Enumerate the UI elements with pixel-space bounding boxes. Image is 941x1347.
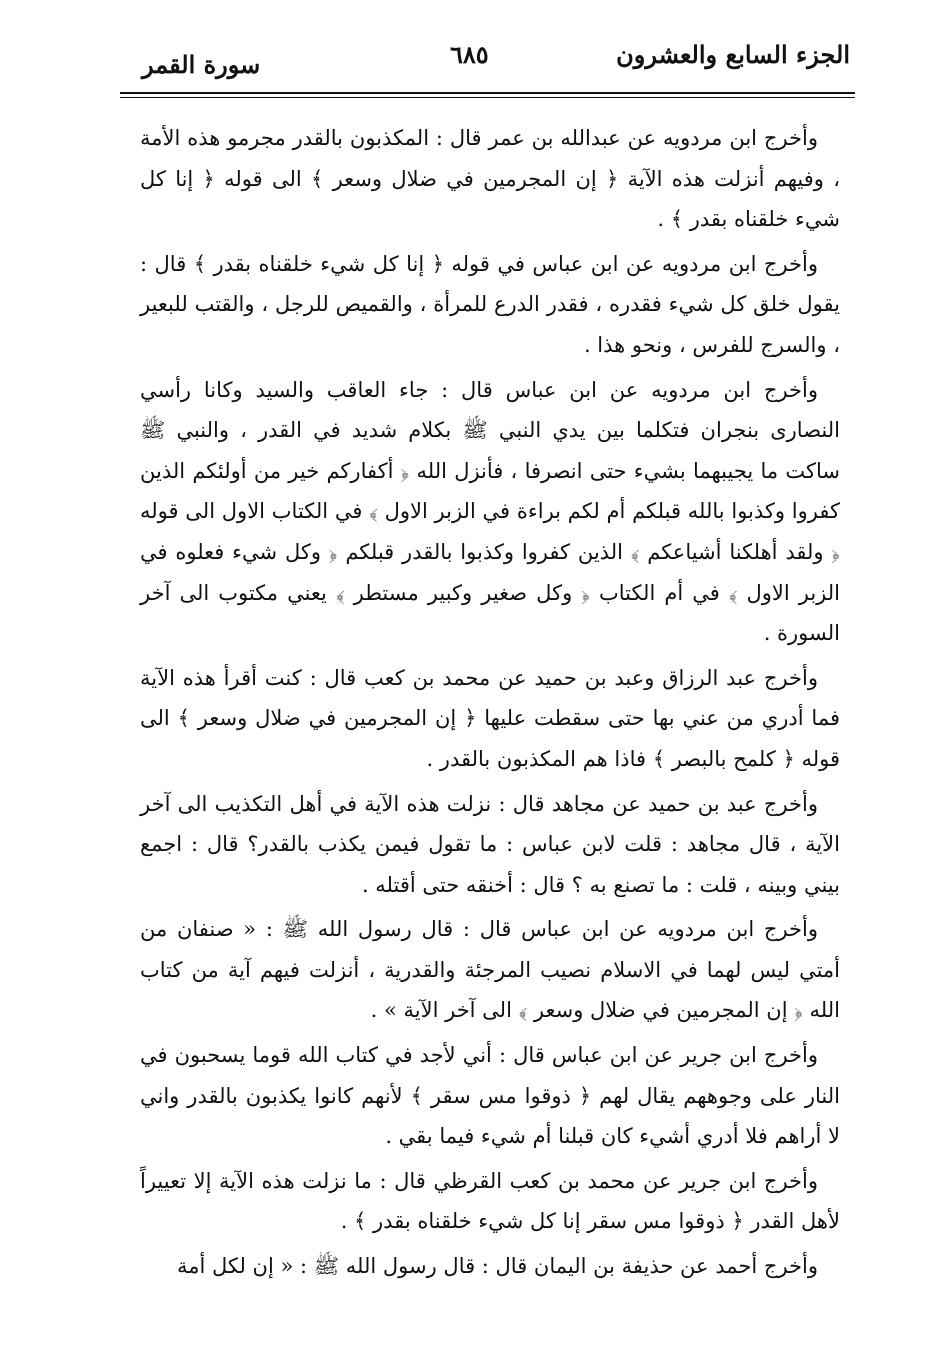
header-rule-thin bbox=[120, 97, 855, 98]
surah-title: سورة القمر bbox=[142, 50, 261, 79]
paragraph-5: وأخرج عبد بن حميد عن مجاهد قال : نزلت هذه الآية في أهل التكذيب الى آخر الآية ، قال مجاهد : قلت لابن عباس : ما تقول فيمن يكذب بالقدر؟ قال : اجمع بيني وبينه ، قلت : ما تصنع به ؟ قال : أخنقه حتى أقتله . bbox=[140, 791, 840, 897]
paragraph-9: وأخرج أحمد عن حذيفة بن اليمان قال : قال رسول الله ﷺ : « إن لكل أمة bbox=[176, 1254, 818, 1279]
page-header bbox=[120, 30, 850, 90]
paragraph-7: وأخرج ابن جرير عن ابن عباس قال : أني لأجد في كتاب الله قوما يسحبون في النار على وجوههم يقال لهم ﴿ ذوقوا مس سقر ﴾ لأنهم كانوا يكذبون بالقدر واني لا أراهم فلا أدري أشيء كان قبلنا أم شيء فيما بقي . bbox=[140, 1043, 840, 1149]
paragraph-6: وأخرج ابن مردويه عن ابن عباس قال : قال رسول الله ﷺ : « صنفان من أمتي ليس لهما في الاسلام نصيب المرجئة والقدرية ، أنزلت فيهم آية من كتاب الله ﴿ إن المجرمين في ضلال وسعر ﴾ الى آخر الآية » . bbox=[140, 917, 840, 1023]
part-title: الجزء السابع والعشرون bbox=[616, 40, 850, 69]
page-number: ٦٨٥ bbox=[450, 40, 489, 69]
paragraph-1: وأخرج ابن مردويه عن عبدالله بن عمر قال : المكذبون بالقدر مجرمو هذه الأمة ، وفيهم أنزلت هذه الآية ﴿ إن المجرمين في ضلال وسعر ﴾ الى قوله ﴿ إنا كل شيء خلقناه بقدر ﴾ . bbox=[140, 126, 840, 232]
header-rule bbox=[120, 92, 855, 94]
page-body bbox=[140, 118, 840, 1291]
paragraph-3: وأخرج ابن مردويه عن ابن عباس قال : جاء العاقب والسيد وكانا رأسي النصارى بنجران فتكلما بين يدي النبي ﷺ بكلام شديد في القدر ، والنبي ﷺ ساكت ما يجيبهما بشيء حتى انصرفا ، فأنزل الله ﴿ أكفاركم خير من أولئكم الذين كفروا وكذبوا بالله قبلكم أم لكم براءة في الزبر الاول ﴾ في الكتاب الاول الى قوله ﴿ ولقد أهلكنا أشياعكم ﴾ الذين كفروا وكذبوا بالقدر قبلكم ﴿ وكل شيء فعلوه في الزبر الاول ﴾ في أم الكتاب ﴿ وكل صغير وكبير مستطر ﴾ يعني مكتوب الى آخر السورة . bbox=[140, 377, 840, 646]
paragraph-2: وأخرج ابن مردويه عن ابن عباس في قوله ﴿ إنا كل شيء خلقناه بقدر ﴾ قال : يقول خلق كل شيء فقدره ، فقدر الدرع للمرأة ، والقميص للرجل ، والقتب للبعير ، والسرج للفرس ، ونحو هذا . bbox=[140, 251, 840, 357]
paragraph-4: وأخرج عبد الرزاق وعبد بن حميد عن محمد بن كعب قال : كنت أقرأ هذه الآية فما أدري من عني بها حتى سقطت عليها ﴿ إن المجرمين في ضلال وسعر ﴾ الى قوله ﴿ كلمح بالبصر ﴾ فاذا هم المكذبون بالقدر . bbox=[140, 665, 840, 771]
paragraph-8: وأخرج ابن جرير عن محمد بن كعب القرظي قال : ما نزلت هذه الآية إلا تعييراً لأهل القدر ﴿ ذوقوا مس سقر إنا كل شيء خلقناه بقدر ﴾ . bbox=[140, 1168, 840, 1234]
